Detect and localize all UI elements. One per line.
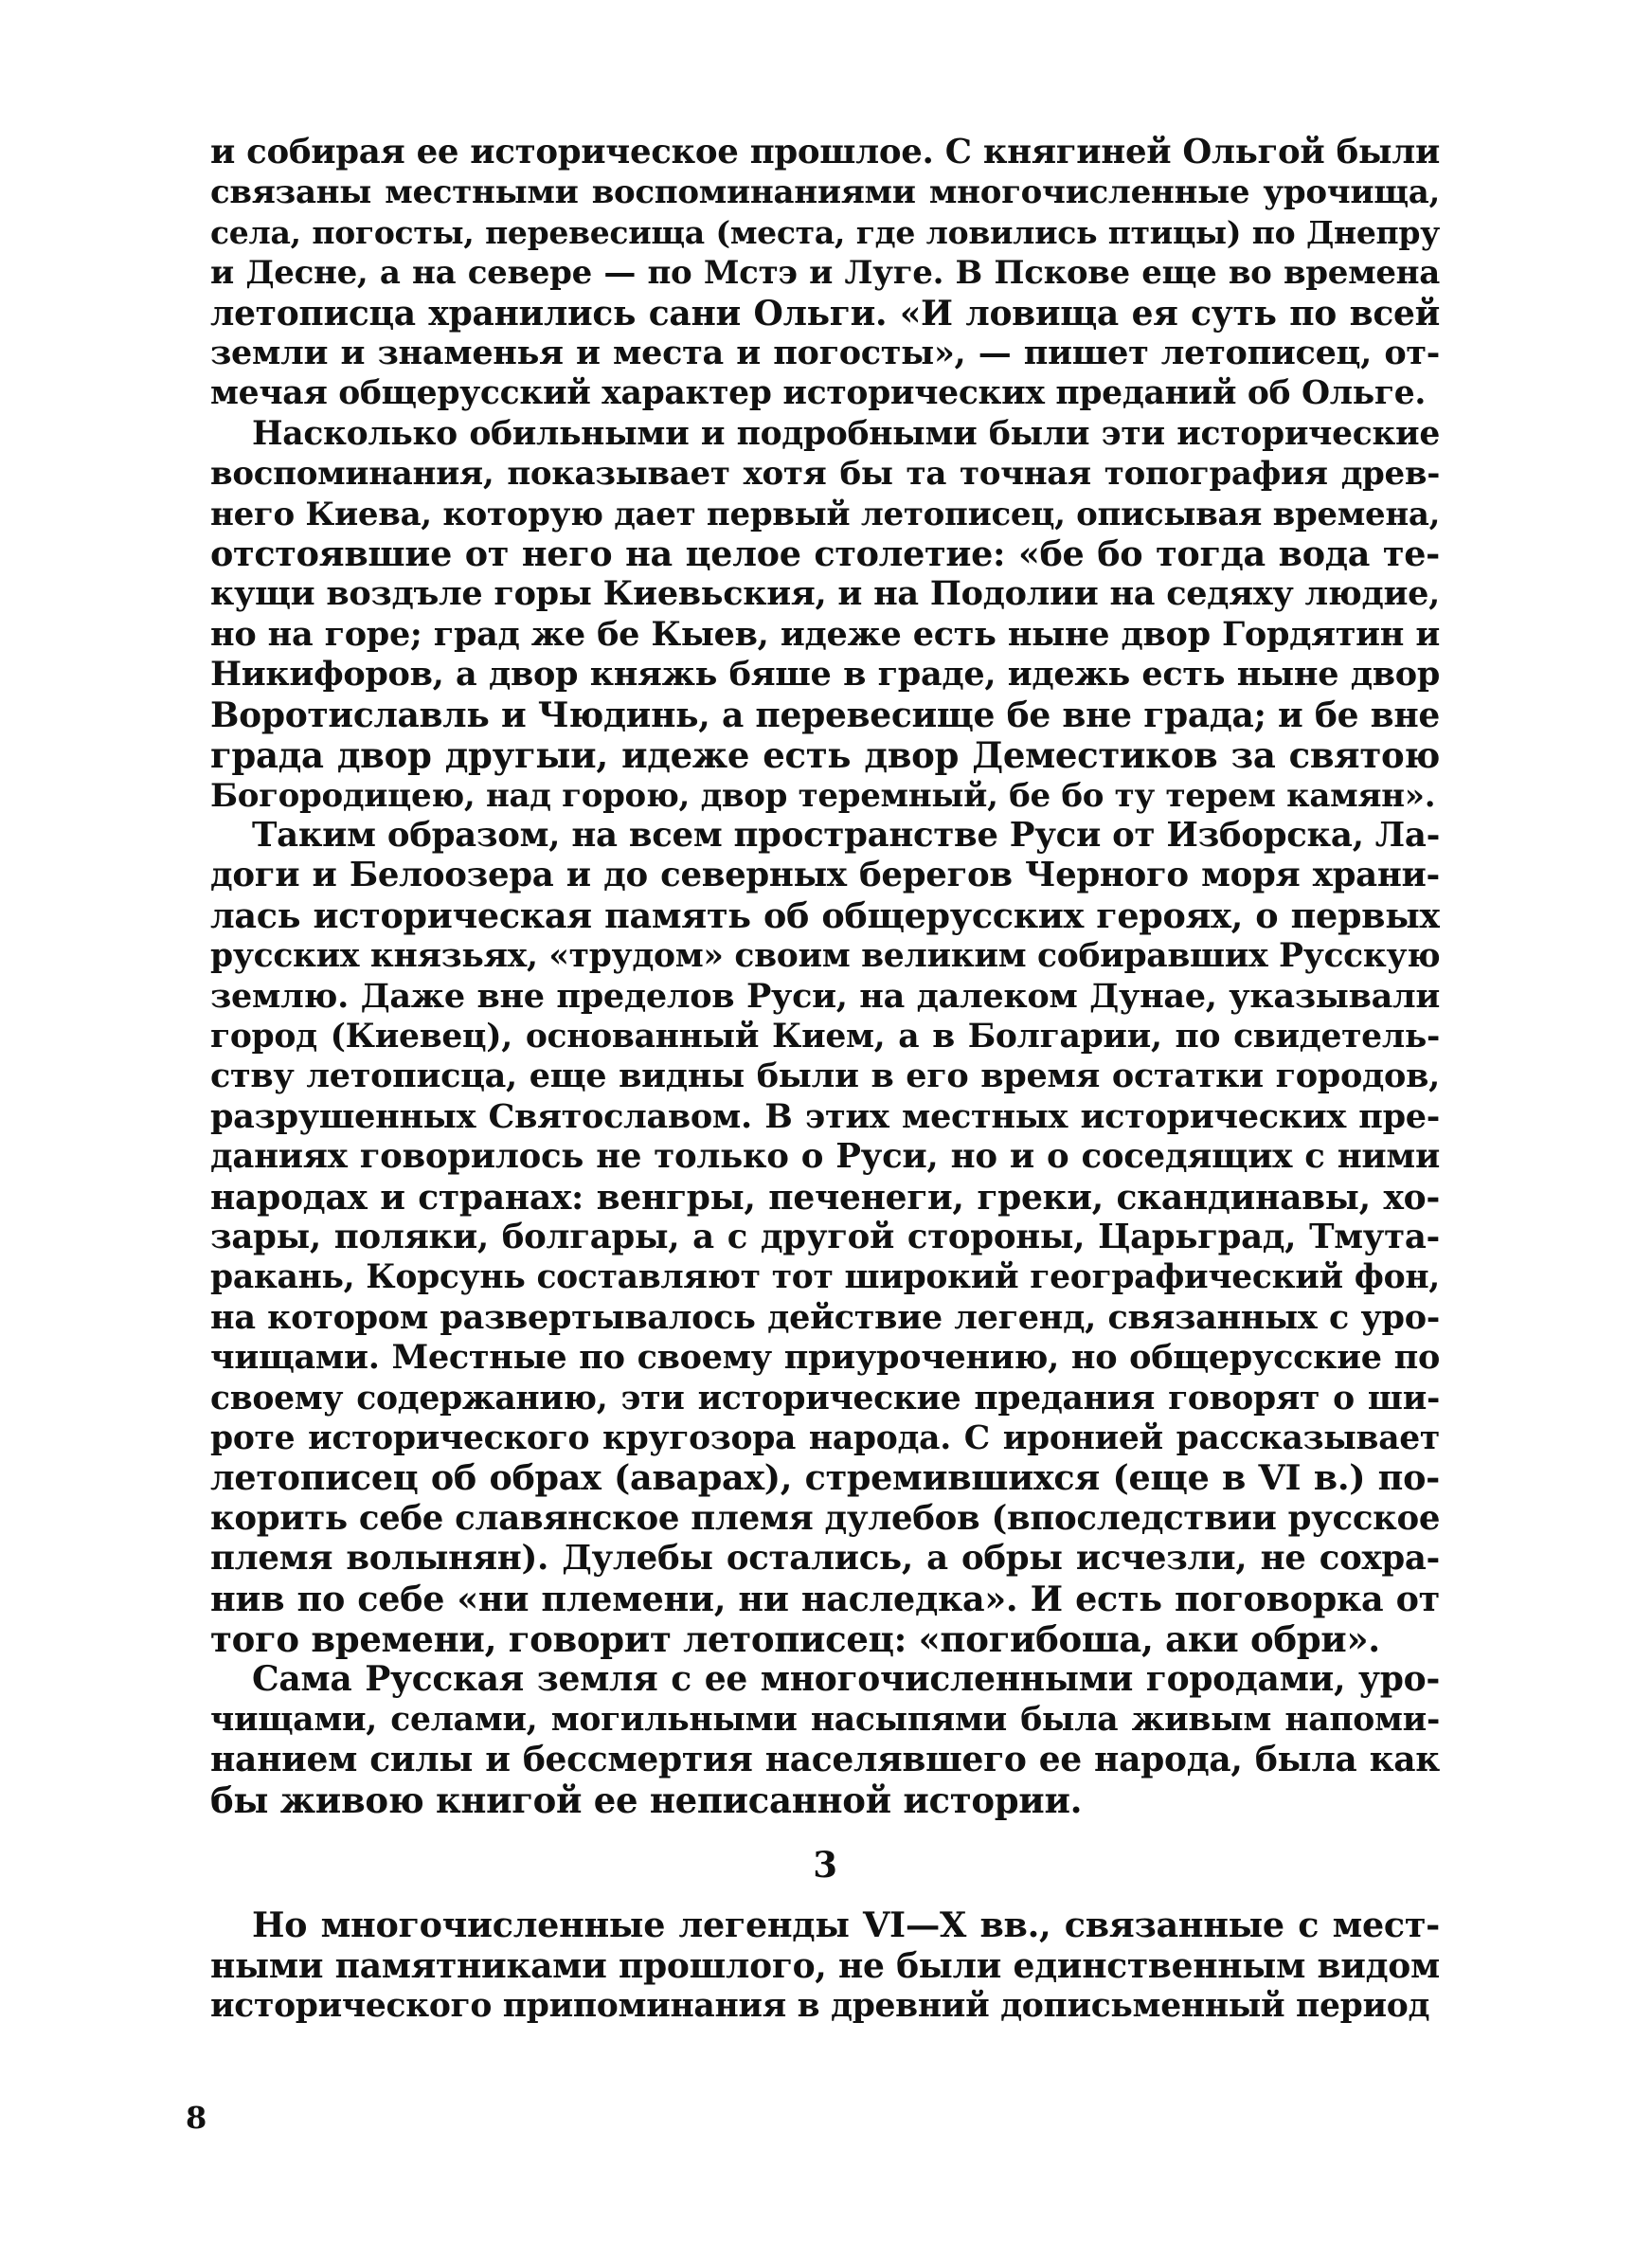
text-line: землю. Даже вне пределов Руси, на далеком Дунае, указывали xyxy=(210,976,1440,1016)
text-line: ству летописца, еще видны были в его время остатки городов, xyxy=(210,1056,1440,1096)
text-line: Сама Русская земля с ее многочисленными городами, уро- xyxy=(252,1659,1440,1700)
text-line: роте исторического кругозора народа. С иронией рассказывает xyxy=(210,1419,1440,1457)
text-line: Но многочисленные легенды VI—X вв., связанные с мест- xyxy=(252,1905,1440,1946)
text-line: доги и Белоозера и до северных берегов Черного моря храни- xyxy=(210,856,1440,895)
text-line: кущи воздъле горы Киевьския, и на Подолии на седяху людие, xyxy=(210,574,1440,614)
paragraph xyxy=(210,414,1440,816)
paragraph xyxy=(210,1905,1440,2026)
text-line: своему содержанию, эти исторические предания говорят о ши- xyxy=(210,1379,1440,1417)
text-line: летописца хранились сани Ольги. «И ловища ея суть по всей xyxy=(210,293,1440,334)
text-line: но на горе; град же бе Кыев, идеже есть ныне двор Гордятин и xyxy=(210,614,1440,654)
text-line: Богородицею, над горою, двор теремный, бе бо ту терем камян». xyxy=(210,776,1436,815)
text-line: и Десне, а на севере — по Мстэ и Луге. В Пскове еще во времена xyxy=(210,254,1440,293)
paragraph xyxy=(210,1659,1440,1820)
text-line: связаны местными воспоминаниями многочисленные урочища, xyxy=(210,173,1440,212)
paragraph xyxy=(210,816,1440,1660)
text-line: него Киева, которую дает первый летописец, описывая времена, xyxy=(210,495,1440,533)
text-line: ными памятниками прошлого, не были единственным видом xyxy=(210,1945,1440,1986)
text-line: Воротиславль и Чюдинь, а перевесище бе вне града; и бе вне xyxy=(210,695,1440,735)
text-line: племя волынян). Дулебы остались, а обры исчезли, не сохра- xyxy=(210,1539,1440,1579)
text-line: корить себе славянское племя дулебов (впоследствии русское xyxy=(210,1498,1440,1538)
text-line: чищами, селами, могильными насыпями была живым напоми- xyxy=(210,1700,1440,1739)
text-line: на котором развертывалось действие легенд, связанных с уро- xyxy=(210,1297,1440,1337)
text-line: разрушенных Святославом. В этих местных исторических пре- xyxy=(210,1096,1440,1136)
paragraph xyxy=(210,133,1440,414)
text-line: лась историческая память об общерусских героях, о первых xyxy=(210,895,1440,936)
text-line: народах и странах: венгры, печенеги, греки, скандинавы, хо- xyxy=(210,1177,1440,1218)
text-line: русских князьях, «трудом» своим великим собиравших Русскую xyxy=(210,937,1440,976)
page-number: 8 xyxy=(186,2100,207,2136)
text-line: нанием силы и бессмертия населявшего ее народа, была как xyxy=(210,1740,1440,1780)
text-line: ракань, Корсунь составляют тот широкий географический фон, xyxy=(210,1258,1440,1297)
body-text xyxy=(210,133,1440,2027)
text-line: воспоминания, показывает хотя бы та точная топография древ- xyxy=(210,455,1440,494)
text-line: отстоявшие от него на целое столетие: «бе бо тогда вода те- xyxy=(210,534,1440,575)
text-line: чищами. Местные по своему приурочению, но общерусские по xyxy=(210,1338,1440,1378)
text-line: Таким образом, на всем пространстве Руси от Изборска, Ла- xyxy=(252,815,1440,855)
text-line: даниях говорилось не только о Руси, но и о соседящих с ними xyxy=(210,1137,1440,1177)
text-line: Никифоров, а двор княжь бяше в граде, идежь есть ныне двор xyxy=(210,655,1440,695)
text-line: Насколько обильными и подробными были эти исторические xyxy=(252,414,1440,453)
text-line: исторического припоминания в древний дописьменный период xyxy=(210,1987,1430,2026)
text-line: нив по себе «ни племени, ни наследка». И есть поговорка от xyxy=(210,1579,1440,1619)
text-line: земли и знаменья и места и погосты», — пишет летописец, от- xyxy=(210,334,1440,373)
text-line: мечая общерусский характер исторических преданий об Ольге. xyxy=(210,374,1427,413)
text-line: и собирая ее историческое прошлое. С княгиней Ольгой были xyxy=(210,133,1440,172)
text-line: бы живою книгой ее неписанной истории. xyxy=(210,1779,1083,1821)
text-line: зары, поляки, болгары, а с другой стороны, Царьград, Тмута- xyxy=(210,1217,1440,1256)
text-line: того времени, говорит летописец: «погибоша, аки обри». xyxy=(210,1619,1380,1660)
text-line: села, погосты, перевесища (места, где ловились птицы) по Днепру xyxy=(210,213,1440,251)
section-number: 3 xyxy=(813,1844,837,1887)
text-line: город (Киевец), основанный Кием, а в Болгарии, по свидетель- xyxy=(210,1017,1440,1056)
text-line: града двор другыи, идеже есть двор Деместиков за святою xyxy=(210,735,1440,776)
text-line: летописец об обрах (аварах), стремившихся (еще в VI в.) по- xyxy=(210,1458,1440,1499)
